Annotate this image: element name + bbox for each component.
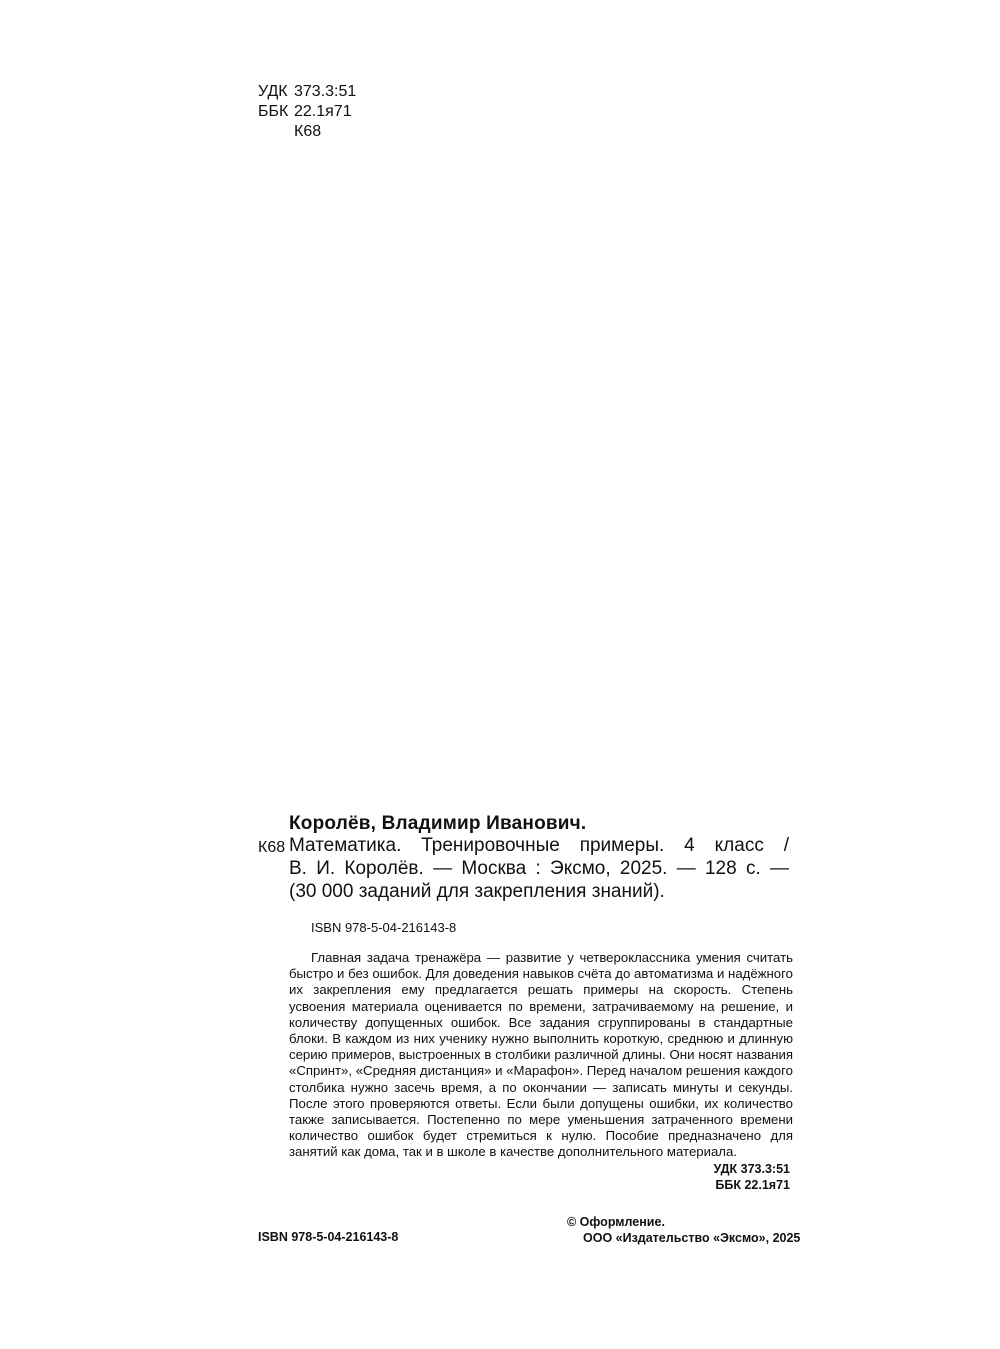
- author-mark-record: К68: [258, 839, 286, 856]
- copyright-line-1: © Оформление.: [567, 1215, 665, 1229]
- biblio-line-2: В. И. Королёв. — Москва : Эксмо, 2025. — 128 с. —: [289, 858, 789, 879]
- footer-isbn: ISBN 978-5-04-216143-8: [258, 1230, 399, 1244]
- bbk-code-bottom: ББК 22.1я71: [715, 1178, 790, 1192]
- copyright-line-2: ООО «Издательство «Эксмо», 2025: [583, 1231, 801, 1245]
- bibliographic-record: [289, 834, 789, 903]
- record-isbn: ISBN 978-5-04-216143-8: [311, 920, 457, 935]
- author-heading: Королёв, Владимир Иванович.: [289, 813, 587, 834]
- annotation-text: Главная задача тренажёра — развитие у четвероклассника умения считать быстро и без ошибок. Для доведения навыков счёта до автоматизма и надёжного их закрепления ему предлагается решать примеры на скорость. Степень усвоения материала оценивается по времени, затрачиваемому на решение, и количеству допущенных ошибок. Все задания сгруппированы в стандартные блоки. В каждом из них ученику нужно выполнить короткую, среднюю и длинную серию примеров, выстроенных в столбики различной длины. Они носят названия «Спринт», «Средняя дистанция» и «Марафон». Перед началом решения каждого столбика нужно засечь время, а по окончании — записать минуты и секунды. После этого проверяются ответы. Если были допущены ошибки, их количество также записывается. Постепенно по мере уменьшения затраченного времени количество ошибок будет стремиться к нулю. Пособие предназначено для занятий как дома, так и в школе в качестве дополнительного материала.: [289, 950, 793, 1160]
- bbk-label: ББК: [258, 103, 289, 120]
- author-mark-top: К68: [294, 123, 322, 140]
- bbk-row: [258, 102, 356, 122]
- udk-code-bottom: УДК 373.3:51: [713, 1162, 790, 1176]
- udk-row: [258, 82, 356, 102]
- annotation-codes: [600, 1161, 790, 1193]
- copyright-block: [567, 1214, 800, 1246]
- biblio-line-3: (30 000 заданий для закрепления знаний).: [289, 881, 665, 902]
- udk-label: УДК: [258, 83, 288, 100]
- classification-codes: [258, 82, 356, 142]
- bbk-value: 22.1я71: [294, 103, 352, 120]
- biblio-line-1: Математика. Тренировочные примеры. 4 класс /: [289, 835, 789, 856]
- udk-value: 373.3:51: [294, 83, 357, 100]
